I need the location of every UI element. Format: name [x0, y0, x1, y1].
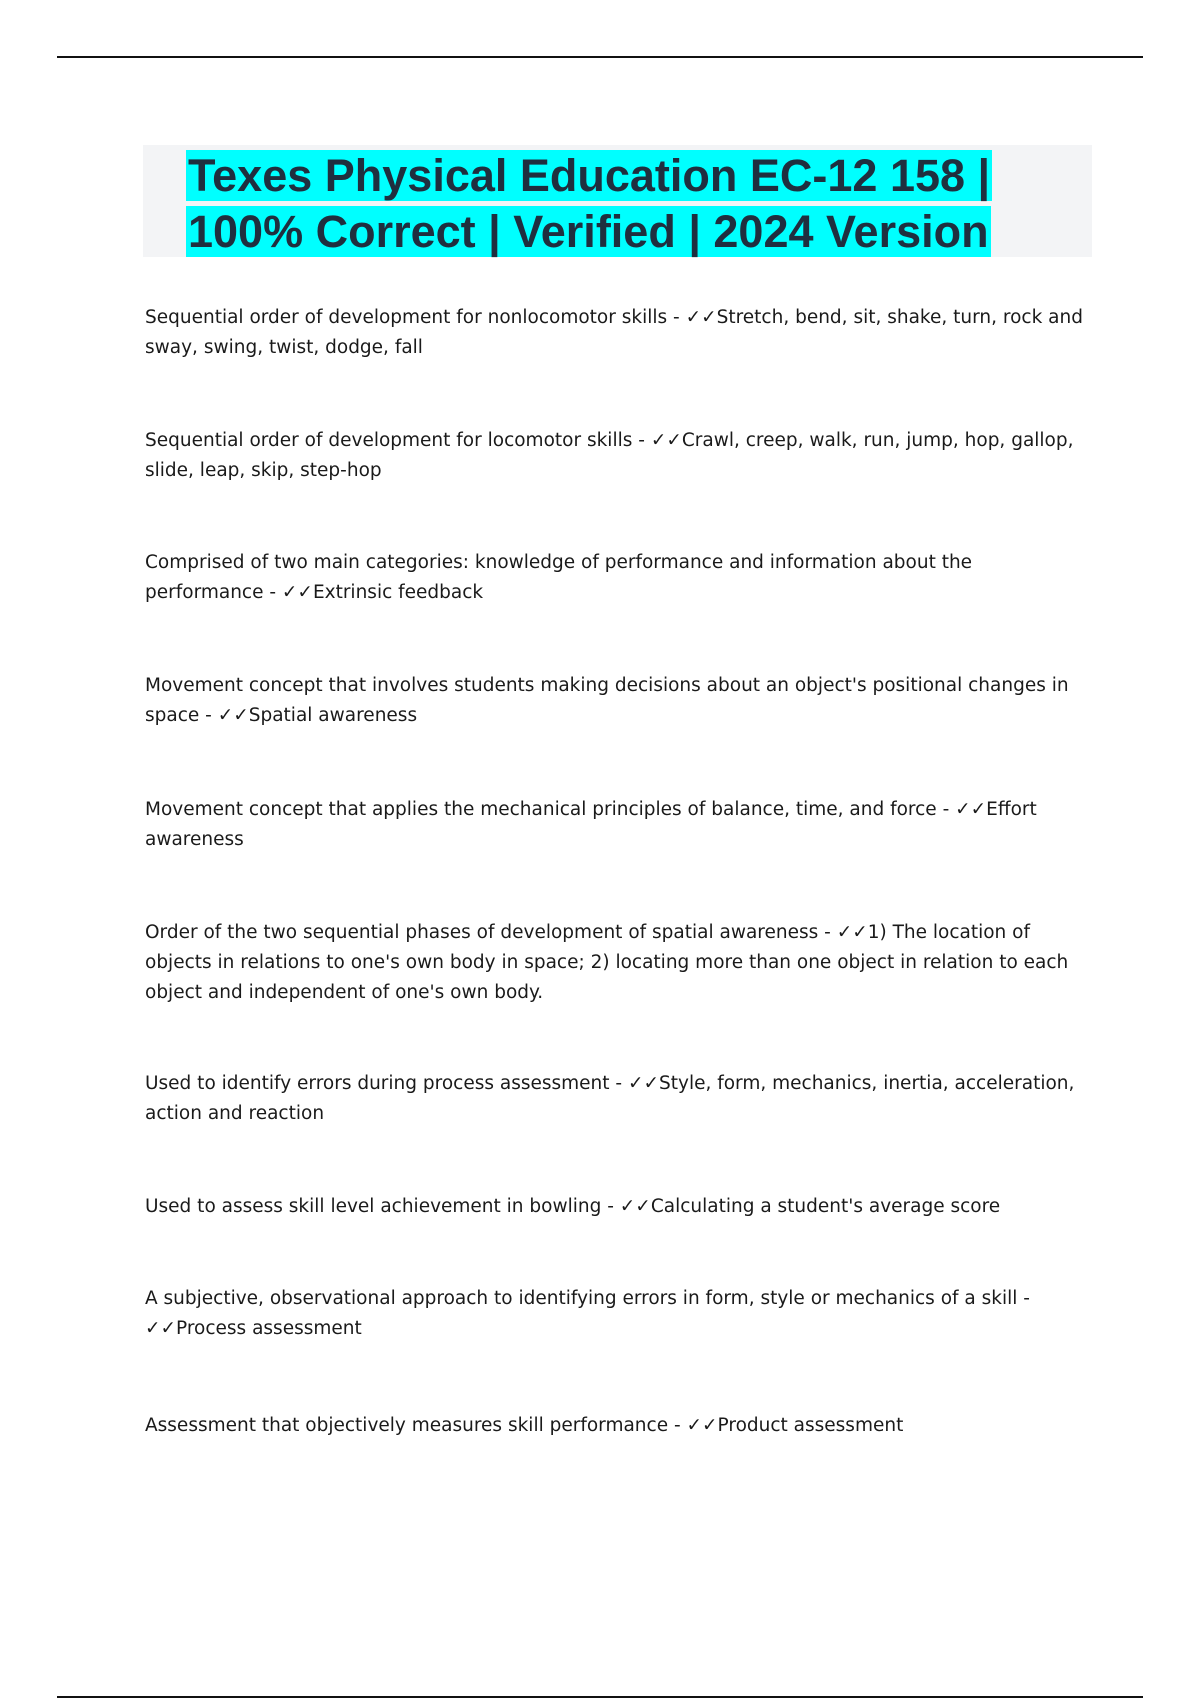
check-icon: ✓✓	[627, 1073, 659, 1094]
check-icon: ✓✓	[686, 1415, 718, 1436]
qa-question: Sequential order of development for locomotor skills	[145, 430, 633, 451]
qa-item	[145, 1069, 1090, 1129]
qa-item	[145, 1192, 1090, 1222]
qa-separator: -	[263, 582, 282, 603]
check-icon: ✓✓	[650, 430, 682, 451]
qa-separator: -	[936, 799, 956, 820]
qa-answer: Style, form, mechanics, inertia, acceleration, action and reaction	[145, 1073, 1075, 1124]
check-icon: ✓✓	[955, 799, 987, 820]
check-icon: ✓✓	[685, 307, 717, 328]
qa-item	[145, 918, 1090, 1008]
qa-answer: Stretch, bend, sit, shake, turn, rock and sway, swing, twist, dodge, fall	[145, 307, 1083, 358]
qa-question: Assessment that objectively measures skill performance	[145, 1415, 669, 1436]
qa-question: Sequential order of development for nonlocomotor skills	[145, 307, 668, 328]
qa-item	[145, 795, 1090, 855]
check-icon: ✓✓	[217, 705, 249, 726]
qa-separator: -	[601, 1196, 620, 1217]
qa-question: Order of the two sequential phases of development of spatial awareness	[145, 922, 819, 943]
top-rule	[57, 56, 1143, 58]
qa-separator: -	[632, 430, 651, 451]
qa-answer: Process assessment	[176, 1318, 362, 1339]
qa-answer: Crawl, creep, walk, run, jump, hop, gallop, slide, leap, skip, step-hop	[145, 430, 1074, 481]
qa-item	[145, 1284, 1090, 1344]
qa-separator: -	[1017, 1288, 1030, 1309]
qa-answer: Extrinsic feedback	[312, 582, 484, 603]
qa-question: Used to identify errors during process assessment	[145, 1073, 610, 1094]
qa-separator: -	[668, 1415, 687, 1436]
page-title-highlight: Texes Physical Education EC-12 158 | 100% Correct | Verified | 2024 Version	[188, 150, 991, 257]
qa-question: Movement concept that applies the mechanical principles of balance, time, and force	[145, 799, 937, 820]
qa-item	[145, 426, 1090, 486]
qa-item	[145, 1411, 1090, 1441]
qa-question: Used to assess skill level achievement in bowling	[145, 1196, 602, 1217]
qa-item	[145, 303, 1090, 363]
qa-answer: 1) The location of objects in relations to one's own body in space; 2) locating more than one object in relation to each object and independent of one's own body.	[145, 922, 1069, 1003]
qa-answer: Calculating a student's average score	[650, 1196, 1001, 1217]
check-icon: ✓✓	[281, 582, 313, 603]
check-icon: ✓✓	[619, 1196, 651, 1217]
qa-separator: -	[609, 1073, 628, 1094]
qa-question: Comprised of two main categories: knowledge of performance and information about the performance	[145, 552, 973, 603]
check-icon: ✓✓	[145, 1318, 177, 1339]
qa-answer: Spatial awareness	[248, 705, 418, 726]
bottom-rule	[57, 1696, 1143, 1698]
check-icon: ✓✓	[836, 922, 868, 943]
qa-separator: -	[667, 307, 686, 328]
qa-item	[145, 671, 1090, 731]
qa-separator: -	[818, 922, 837, 943]
qa-item	[145, 548, 1090, 608]
qa-separator: -	[199, 705, 218, 726]
qa-question: Movement concept that involves students making decisions about an object's positional changes in space	[145, 675, 1069, 726]
qa-question: A subjective, observational approach to identifying errors in form, style or mechanics of a skill	[145, 1288, 1018, 1309]
qa-answer: Effort awareness	[145, 799, 1037, 850]
qa-answer: Product assessment	[717, 1415, 904, 1436]
page-title	[186, 148, 1046, 260]
